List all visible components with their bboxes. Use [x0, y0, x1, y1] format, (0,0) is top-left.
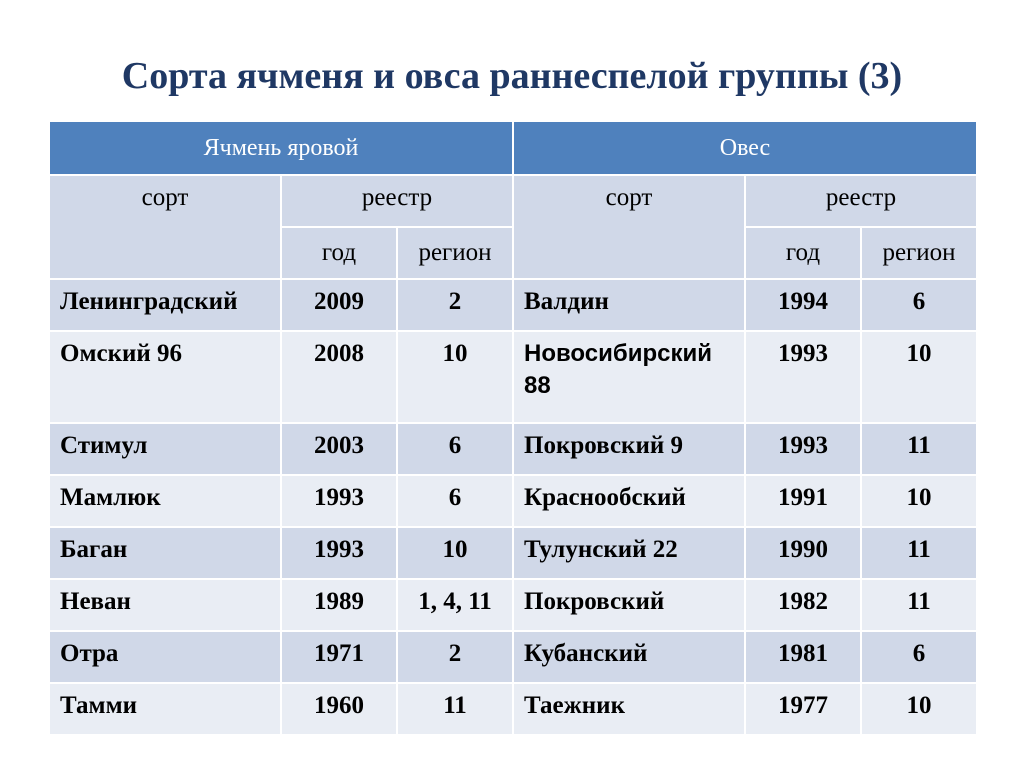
oat-year-cell: 1990 — [745, 527, 861, 579]
barley-region-header: регион — [397, 227, 513, 279]
barley-variety-cell: Омский 96 — [49, 331, 281, 423]
table-row — [49, 527, 977, 579]
oat-variety-cell: Кубанский — [513, 631, 745, 683]
table-row — [49, 631, 977, 683]
group-header-row — [49, 121, 977, 175]
oat-year-cell: 1977 — [745, 683, 861, 735]
oat-variety-cell: Новосибирский 88 — [513, 331, 745, 423]
varieties-table — [48, 120, 978, 736]
barley-year-cell: 1960 — [281, 683, 397, 735]
barley-variety-cell: Ленинградский — [49, 279, 281, 331]
barley-year-cell: 2008 — [281, 331, 397, 423]
oat-variety-cell: Таежник — [513, 683, 745, 735]
oat-year-cell: 1991 — [745, 475, 861, 527]
table-row — [49, 331, 977, 423]
barley-region-cell: 10 — [397, 527, 513, 579]
oat-year-cell: 1981 — [745, 631, 861, 683]
barley-year-cell: 2003 — [281, 423, 397, 475]
oat-variety-cell: Тулунский 22 — [513, 527, 745, 579]
table-row — [49, 475, 977, 527]
oat-variety-cell: Покровский 9 — [513, 423, 745, 475]
oat-region-cell: 11 — [861, 527, 977, 579]
barley-variety-cell: Стимул — [49, 423, 281, 475]
barley-region-cell: 6 — [397, 423, 513, 475]
barley-year-cell: 1993 — [281, 527, 397, 579]
barley-variety-cell: Тамми — [49, 683, 281, 735]
barley-variety-cell: Неван — [49, 579, 281, 631]
oat-year-cell: 1994 — [745, 279, 861, 331]
barley-region-cell: 10 — [397, 331, 513, 423]
barley-year-cell: 1971 — [281, 631, 397, 683]
table-row — [49, 683, 977, 735]
oat-region-cell: 6 — [861, 631, 977, 683]
barley-region-cell: 2 — [397, 631, 513, 683]
barley-variety-cell: Отра — [49, 631, 281, 683]
table-row — [49, 579, 977, 631]
barley-year-cell: 2009 — [281, 279, 397, 331]
oat-region-header: регион — [861, 227, 977, 279]
oat-region-cell: 11 — [861, 423, 977, 475]
oat-sort-header: сорт — [513, 175, 745, 279]
oat-region-cell: 10 — [861, 475, 977, 527]
oat-year-cell: 1993 — [745, 331, 861, 423]
oat-registry-header: реестр — [745, 175, 977, 227]
oat-region-cell: 10 — [861, 683, 977, 735]
oat-variety-cell: Краснообский — [513, 475, 745, 527]
group-header-oat: Овес — [513, 121, 977, 175]
subheader-row — [49, 175, 977, 227]
barley-year-cell: 1989 — [281, 579, 397, 631]
oat-variety-cell: Покровский — [513, 579, 745, 631]
barley-variety-cell: Мамлюк — [49, 475, 281, 527]
oat-year-cell: 1993 — [745, 423, 861, 475]
oat-region-cell: 11 — [861, 579, 977, 631]
barley-region-cell: 2 — [397, 279, 513, 331]
barley-registry-header: реестр — [281, 175, 513, 227]
table-row — [49, 279, 977, 331]
barley-year-cell: 1993 — [281, 475, 397, 527]
table-row — [49, 423, 977, 475]
barley-region-cell: 1, 4, 11 — [397, 579, 513, 631]
oat-variety-cell: Валдин — [513, 279, 745, 331]
oat-year-header: год — [745, 227, 861, 279]
group-header-barley: Ячмень яровой — [49, 121, 513, 175]
oat-region-cell: 10 — [861, 331, 977, 423]
barley-region-cell: 11 — [397, 683, 513, 735]
barley-variety-cell: Баган — [49, 527, 281, 579]
barley-year-header: год — [281, 227, 397, 279]
barley-sort-header: сорт — [49, 175, 281, 279]
page-title: Сорта ячменя и овса раннеспелой группы (3) — [121, 55, 903, 97]
oat-region-cell: 6 — [861, 279, 977, 331]
barley-region-cell: 6 — [397, 475, 513, 527]
oat-year-cell: 1982 — [745, 579, 861, 631]
